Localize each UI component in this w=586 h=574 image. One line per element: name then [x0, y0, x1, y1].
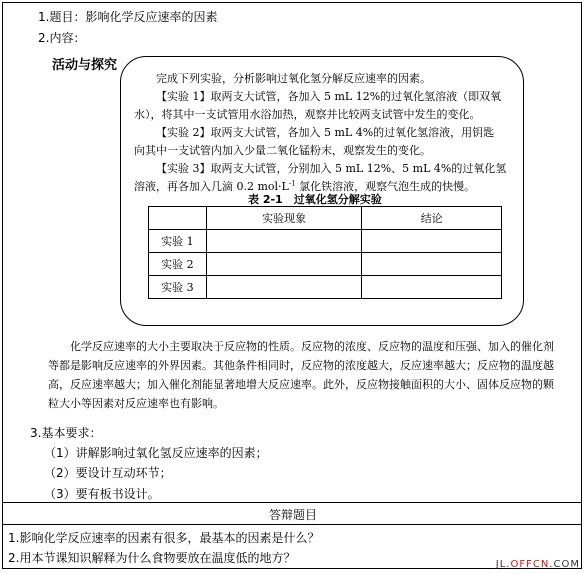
exp3-superscript: -1	[288, 179, 296, 188]
section-1-title: 1.题目：影响化学反应速率的因素	[38, 10, 218, 24]
watermark	[496, 559, 580, 570]
table-header-blank	[149, 207, 207, 230]
table-row-label: 实验 1	[149, 230, 207, 253]
requirement-3: （3）要有板书设计。	[44, 487, 160, 501]
activity-tag: 活动与探究	[50, 54, 119, 73]
requirement-1: （1）讲解影响过氧化氢反应速率的因素；	[44, 446, 268, 460]
exp3-line2-part2: 氯化铁溶液，观察气泡生成的快慢。	[295, 180, 476, 193]
table-header-conclusion: 结论	[362, 207, 502, 230]
exp1-line2: 水），将其中一支试管用水浴加热，观察并比较两支试管中发生的变化。	[134, 108, 481, 121]
experiment-table	[148, 206, 502, 299]
table-row	[149, 230, 502, 253]
divider-top	[2, 502, 582, 503]
watermark-part2: OFFCN	[510, 559, 550, 570]
table-header-phenomenon: 实验现象	[206, 207, 362, 230]
exp3-line1: 【实验 3】取两支大试管，分别加入 5 mL 12%、5 mL 4%的过氧化氢	[156, 162, 507, 175]
table-title: 表 2-1 过氧化氢分解实验	[248, 193, 382, 206]
table-row-label: 实验 3	[149, 276, 207, 299]
table-header-row	[149, 207, 502, 230]
explanation-paragraph: 化学反应速率的大小主要取决于反应物的性质。反应物的浓度、反应物的温度和压强、加入的催化剂等都是影响反应速率的外界因素。其他条件相同时，反应物的浓度越大，反应速率越大；反应物的温度越高，反应速率越大；加入催化剂能显著地增大反应速率。此外，反应物接触面积的大小、固体反应物的颗粒大小等因素对反应速率也有影响。	[48, 340, 554, 410]
question-1: 1.影响化学反应速率的因素有很多，最基本的因素是什么？	[8, 531, 320, 545]
defense-title: 答辩题目	[268, 508, 317, 522]
requirement-2: （2）要设计互动环节；	[44, 466, 172, 480]
section-3-title: 3.基本要求：	[30, 426, 102, 440]
watermark-part1: JL.	[495, 559, 511, 570]
table-row	[149, 276, 502, 299]
exp1-line1: 【实验 1】取两支大试管，各加入 5 mL 12%的过氧化氢溶液（即双氧	[156, 90, 502, 103]
box-intro: 完成下列实验，分析影响过氧化氢分解反应速率的因素。	[156, 72, 431, 85]
divider-bottom	[2, 524, 582, 525]
section-2-title: 2.内容：	[38, 31, 86, 45]
exp3-line2-part1: 溶液，再各加入几滴 0.2 mol·L	[134, 180, 289, 193]
exp2-line2: 向其中一支试管内加入少量二氧化锰粉末，观察发生的变化。	[134, 144, 431, 157]
question-2: 2.用本节课知识解释为什么食物要放在温度低的地方？	[8, 551, 296, 565]
watermark-part3: .COM	[549, 559, 580, 570]
table-row-label: 实验 2	[149, 253, 207, 276]
exp2-line1: 【实验 2】取两支大试管，各加入 5 mL 4%的过氧化氢溶液，用钥匙	[156, 126, 495, 139]
table-row	[149, 253, 502, 276]
